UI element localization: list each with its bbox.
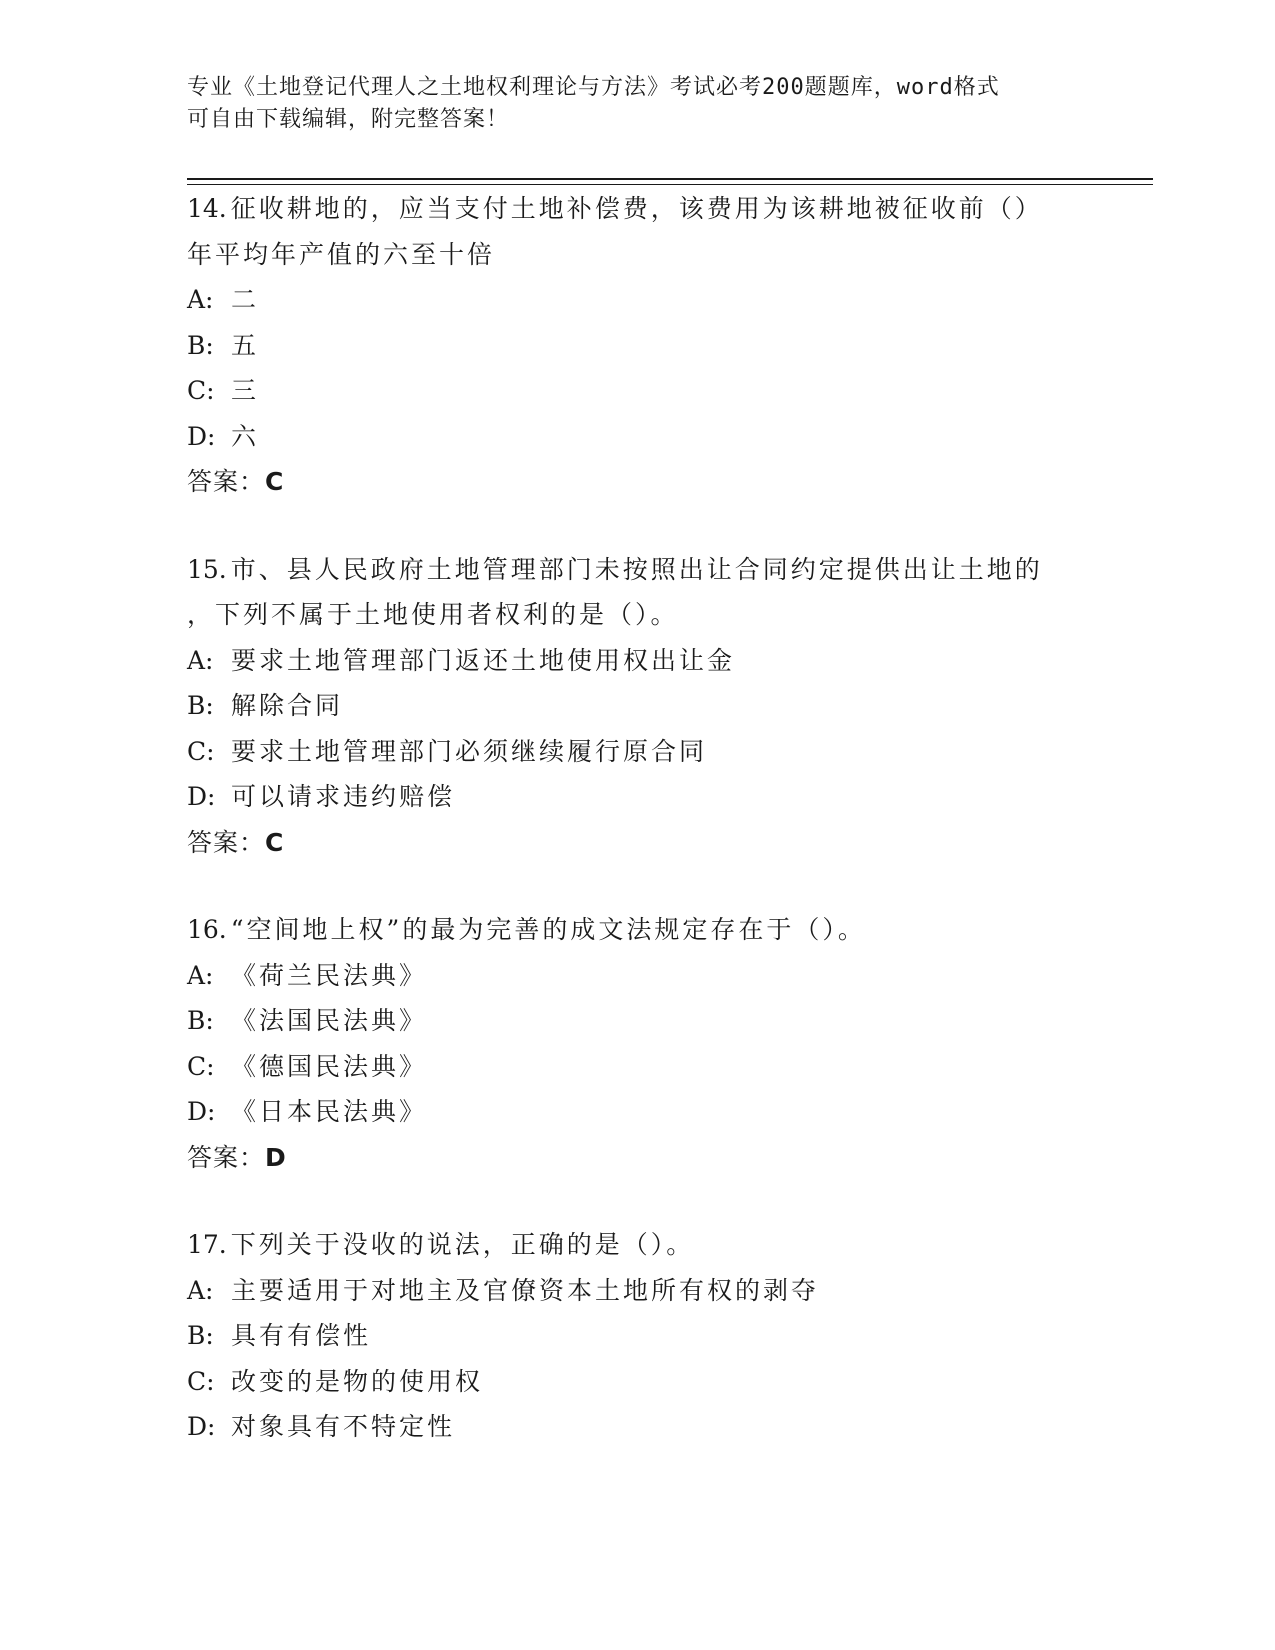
option-a [187,953,1087,999]
option-c [187,368,1087,414]
question-stem [187,186,1087,232]
option-text: 《德国民法典》 [231,1051,428,1081]
option-text: 三 [231,376,260,405]
option-key: C: [187,736,215,766]
option-text: 《荷兰民法典》 [231,960,428,990]
option-key: C: [187,376,215,405]
question-stem-line-2: ，下列不属于土地使用者权利的是（）。 [187,600,679,629]
option-key: C: [187,1366,215,1396]
question-14 [187,186,1087,505]
option-b [187,683,1087,729]
option-b [187,998,1087,1044]
option-text: 六 [231,421,260,451]
option-text: 可以请求违约赔偿 [231,782,456,811]
option-text: 解除合同 [231,691,344,720]
option-text: 改变的是物的使用权 [231,1366,484,1396]
option-text: 《法国民法典》 [231,1006,428,1035]
option-key: B: [187,1321,214,1350]
option-b [187,1313,1087,1359]
header-line-2: 可自由下载编辑，附完整答案！ [187,107,510,132]
option-key: D: [187,1412,216,1441]
header-line-1: 专业《土地登记代理人之土地权利理论与方法》考试必考200题题库，word格式 [187,75,1000,100]
option-key: D: [187,421,216,451]
option-d [187,774,1087,820]
answer-value: C [265,827,285,857]
answer-label: 答案： [187,827,266,857]
answer-label: 答案： [187,1142,266,1172]
question-16 [187,907,1087,1180]
option-c [187,1359,1087,1405]
answer-label: 答案： [187,467,266,496]
option-text: 二 [231,285,260,314]
answer-line [187,1135,1087,1181]
question-stem [187,547,1087,593]
question-stem-line-1: 征收耕地的，应当支付土地补偿费，该费用为该耕地被征收前（） [230,194,1043,223]
question-number: 14. [187,194,227,223]
question-stem-line-2: 年平均年产值的六至十倍 [187,239,496,269]
question-stem [187,1222,1087,1268]
option-key: B: [187,691,214,720]
option-key: D: [187,1097,216,1126]
option-key: A: [187,645,214,675]
question-stem-line-1: “空间地上权”的最为完善的成文法规定存在于（）。 [230,915,866,944]
option-text: 对象具有不特定性 [231,1412,456,1441]
option-d [187,1404,1087,1450]
option-key: A: [187,1275,214,1305]
question-number: 16. [187,915,227,944]
question-number: 17. [187,1230,227,1259]
answer-value: C [265,467,285,496]
question-stem-line-1: 下列关于没收的说法，正确的是（）。 [230,1230,695,1259]
answer-line [187,820,1087,866]
option-key: D: [187,782,216,811]
answer-value: D [265,1142,287,1172]
question-number: 15. [187,554,227,584]
option-a [187,277,1087,323]
option-key: B: [187,1006,214,1035]
question-stem [187,907,1087,953]
option-text: 主要适用于对地主及官僚资本土地所有权的剥夺 [231,1275,820,1305]
option-c [187,729,1087,775]
option-a [187,1268,1087,1314]
option-a [187,638,1087,684]
option-text: 要求土地管理部门返还土地使用权出让金 [231,645,736,675]
option-c [187,1044,1087,1090]
option-key: C: [187,1051,215,1081]
option-key: A: [187,285,214,314]
option-key: A: [187,960,214,990]
header-divider-thin [187,184,1153,185]
option-text: 五 [231,330,260,360]
option-d [187,1089,1087,1135]
document-header [187,72,1087,136]
question-list [187,186,1087,1492]
option-text: 要求土地管理部门必须继续履行原合同 [231,736,708,766]
question-15 [187,547,1087,866]
option-d [187,414,1087,460]
header-divider-thick [187,178,1153,180]
question-stem-line-1: 市、县人民政府土地管理部门未按照出让合同约定提供出让土地的 [230,554,1043,584]
answer-line [187,459,1087,505]
question-17 [187,1222,1087,1450]
option-b [187,323,1087,369]
option-key: B: [187,330,214,360]
option-text: 《日本民法典》 [231,1097,428,1126]
option-text: 具有有偿性 [231,1321,372,1350]
